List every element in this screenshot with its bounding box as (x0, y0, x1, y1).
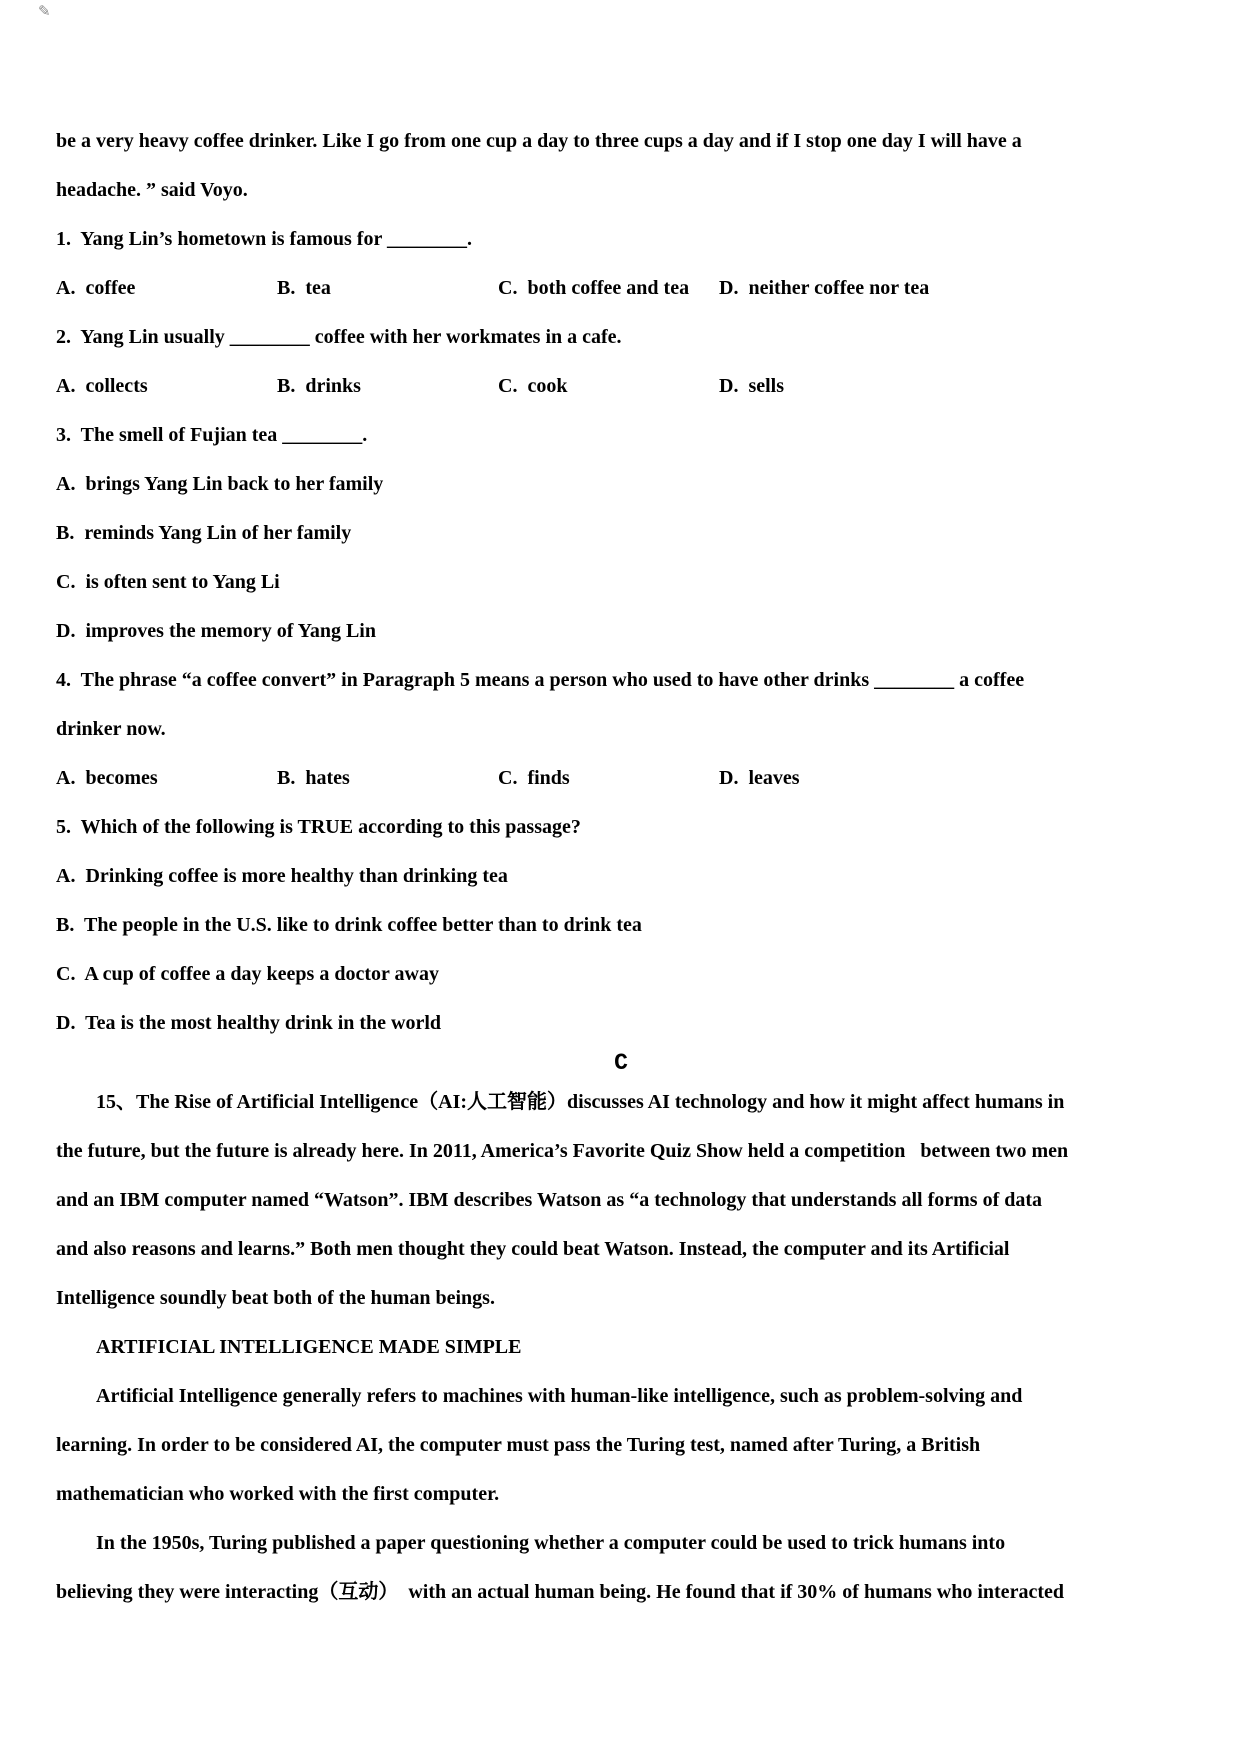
option-4d: D. leaves (719, 767, 800, 789)
option-4b: B. hates (277, 767, 350, 789)
passage-c-line: and also reasons and learns.” Both men thought they could beat Watson. Instead, the computer and its Artificial (56, 1238, 1010, 1260)
page-content (56, 117, 1186, 1617)
option-5b: B. The people in the U.S. like to drink coffee better than to drink tea (56, 914, 642, 936)
option-4c: C. finds (498, 767, 570, 789)
option-2a: A. collects (56, 375, 148, 397)
question-4-stem: 4. The phrase “a coffee convert” in Paragraph 5 means a person who used to have other drinks ________ a coffee (56, 669, 1025, 691)
section-label-c: C (614, 1050, 628, 1076)
option-1c: C. both coffee and tea (498, 277, 690, 299)
option-2b: B. drinks (277, 375, 361, 397)
passage-c-line: believing they were interacting（互动） with an actual human being. He found that if 30% of humans who interacted (56, 1581, 1064, 1603)
option-1a: A. coffee (56, 277, 136, 299)
pencil-icon: ✎ (38, 2, 51, 20)
option-3b: B. reminds Yang Lin of her family (56, 522, 352, 544)
question-4-stem-cont: drinker now. (56, 718, 166, 740)
passage-c-line: Intelligence soundly beat both of the human beings. (56, 1287, 495, 1309)
question-4-options-row (56, 754, 1186, 803)
passage-c-line: mathematician who worked with the first computer. (56, 1483, 500, 1505)
question-5-stem: 5. Which of the following is TRUE according to this passage? (56, 816, 581, 838)
question-1-stem: 1. Yang Lin’s hometown is famous for ________. (56, 228, 472, 250)
option-5d: D. Tea is the most healthy drink in the world (56, 1012, 442, 1034)
question-1-options-row (56, 264, 1186, 313)
option-2c: C. cook (498, 375, 568, 397)
question-2-stem: 2. Yang Lin usually ________ coffee with her workmates in a cafe. (56, 326, 622, 348)
passage-c-line: learning. In order to be considered AI, the computer must pass the Turing test, named after Turing, a British (56, 1434, 981, 1456)
option-3c: C. is often sent to Yang Li (56, 571, 280, 593)
passage-c-line: the future, but the future is already here. In 2011, America’s Favorite Quiz Show held a competition between two men (56, 1140, 1069, 1162)
passage-c-heading: ARTIFICIAL INTELLIGENCE MADE SIMPLE (96, 1336, 522, 1358)
passage-c-line: Artificial Intelligence generally refers to machines with human-like intelligence, such as problem-solving and (96, 1385, 1023, 1407)
question-2-options-row (56, 362, 1186, 411)
passage-line: headache. ” said Voyo. (56, 179, 248, 201)
passage-line: be a very heavy coffee drinker. Like I go from one cup a day to three cups a day and if I stop one day I will have a (56, 130, 1022, 152)
passage-c-line: In the 1950s, Turing published a paper questioning whether a computer could be used to trick humans into (96, 1532, 1006, 1554)
option-4a: A. becomes (56, 767, 158, 789)
option-3a: A. brings Yang Lin back to her family (56, 473, 384, 495)
option-1b: B. tea (277, 277, 331, 299)
option-1d: D. neither coffee nor tea (719, 277, 930, 299)
option-3d: D. improves the memory of Yang Lin (56, 620, 376, 642)
option-5c: C. A cup of coffee a day keeps a doctor away (56, 963, 439, 985)
passage-c-line: and an IBM computer named “Watson”. IBM describes Watson as “a technology that understands all forms of data (56, 1189, 1043, 1211)
option-5a: A. Drinking coffee is more healthy than drinking tea (56, 865, 508, 887)
question-3-stem: 3. The smell of Fujian tea ________. (56, 424, 368, 446)
passage-c-line: 15、The Rise of Artificial Intelligence（AI:人工智能）discusses AI technology and how it might affect humans in (96, 1091, 1065, 1113)
option-2d: D. sells (719, 375, 784, 397)
